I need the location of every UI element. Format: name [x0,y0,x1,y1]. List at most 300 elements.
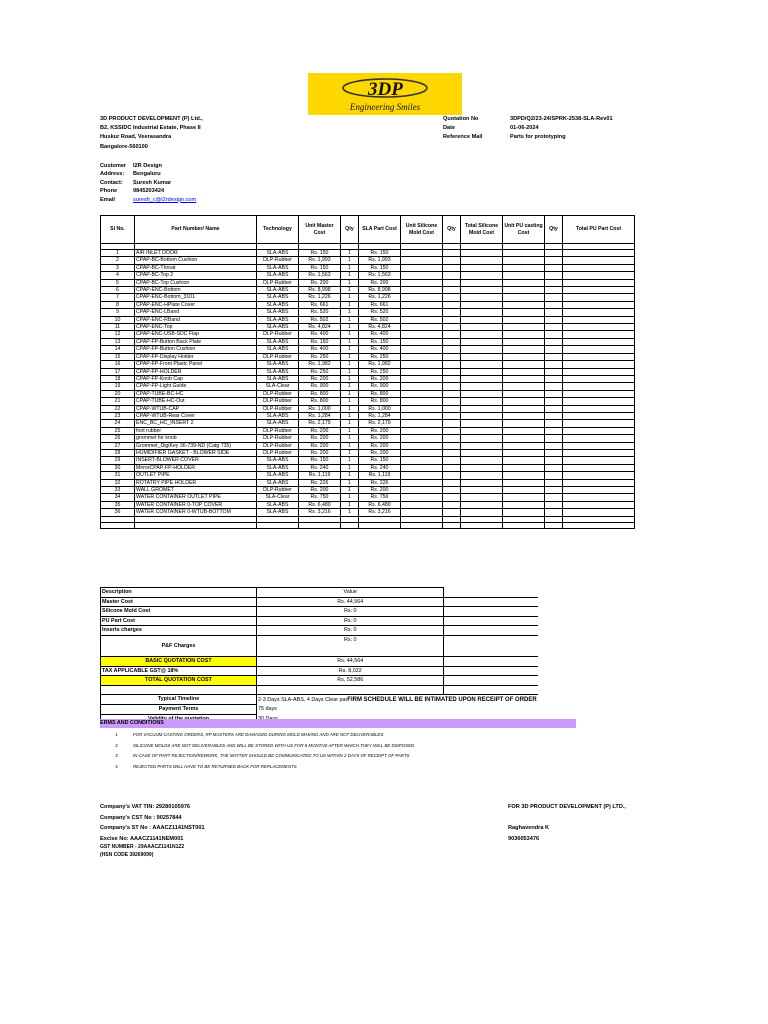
table-cell: Rs. 200 [359,375,401,382]
terms-number: 2 [115,742,118,748]
table-cell: SLA-ABS [257,338,299,345]
table-cell [443,479,461,486]
table-cell: 1 [341,479,359,486]
table-cell [443,390,461,397]
table-row [101,457,635,464]
table-cell [443,250,461,257]
table-row [101,390,635,397]
table-cell [443,264,461,271]
customer-label: Address: [100,171,125,178]
table-row [101,442,635,449]
table-cell: 1 [341,250,359,257]
timeline-value [257,695,538,705]
table-cell: DLP-Rubber [257,435,299,442]
quotation-row [443,124,613,133]
table-cell: Rs. 750 [299,494,341,501]
table-row [101,368,635,375]
table-cell [443,331,461,338]
column-header: Qty [443,216,461,244]
table-row [101,301,635,308]
table-row [101,449,635,456]
table-cell [545,287,563,294]
table-cell: Rs. 400 [299,331,341,338]
table-cell: CPAP-FP-Button Back Plate [135,338,257,345]
table-cell [443,435,461,442]
table-cell [563,361,635,368]
table-cell [461,487,503,494]
table-cell [563,457,635,464]
table-cell: Rs. 226 [359,479,401,486]
table-cell [545,472,563,479]
table-cell [443,427,461,434]
terms-item [100,730,414,741]
table-cell: Rs. 200 [359,449,401,456]
customer-label: Email [100,196,115,203]
table-cell [545,294,563,301]
table-cell: SLA-ABS [257,420,299,427]
table-cell: CPAP-FP-Knob Cap [135,375,257,382]
table-cell: 33 [101,487,135,494]
table-cell [545,435,563,442]
table-cell: Rs. 200 [359,435,401,442]
terms-text: FOR VACUUM CASTING ORDERS, RP MASTERS ARE DAMAGED DURING MOLD MAKING AND ARE NOT DELIVERABLES [133,732,384,737]
table-cell [563,435,635,442]
signature-line [508,813,626,824]
table-cell: DLP-Rubber [257,442,299,449]
table-cell: Rs. 3,216 [299,509,341,516]
table-row [101,353,635,360]
table-cell [563,309,635,316]
table-cell [563,449,635,456]
table-cell [545,272,563,279]
table-cell: Rs. 8,998 [299,287,341,294]
table-cell: Rs. 800 [359,390,401,397]
table-cell [461,412,503,419]
table-cell [503,472,545,479]
table-cell: 8 [101,301,135,308]
table-cell: Rs. 200 [299,442,341,449]
table-cell [401,494,443,501]
table-cell: 1 [341,501,359,508]
table-cell: 12 [101,331,135,338]
table-cell [545,250,563,257]
customer-value: Suresh Kumar [133,179,172,186]
table-cell [545,301,563,308]
table-cell [563,375,635,382]
table-cell: CPAP-ENC-HPlate Cover [135,301,257,308]
table-cell [443,487,461,494]
terms-item [100,751,414,762]
table-cell [401,457,443,464]
table-cell: 1 [341,472,359,479]
table-row [101,435,635,442]
table-cell: Rs. 4,824 [359,324,401,331]
table-cell [503,264,545,271]
quotation-row [443,115,613,124]
table-cell [461,509,503,516]
table-cell [563,383,635,390]
table-cell: Rs. 1,226 [359,294,401,301]
table-cell: SLA-ABS [257,501,299,508]
table-cell: 1 [341,272,359,279]
table-cell: 1 [341,509,359,516]
timeline-label: Typical Timeline [101,695,257,705]
table-cell [401,464,443,471]
table-cell [461,494,503,501]
table-cell: 1 [341,427,359,434]
table-cell [401,309,443,316]
table-cell: CPAP-ENC-Bottom_3101 [135,294,257,301]
table-cell: 16 [101,361,135,368]
table-cell: Rs. 1,000 [359,405,401,412]
quotation-label: Date [443,125,456,132]
table-cell [545,279,563,286]
table-cell [461,368,503,375]
column-header: Total Silicone Mold Cost [461,216,503,244]
table-cell: Rs. 400 [299,346,341,353]
table-cell [503,375,545,382]
table-cell: Rs. 250 [359,368,401,375]
table-cell [503,435,545,442]
table-cell [503,479,545,486]
summary-value-header: Value [257,588,444,598]
table-cell: Rs. 200 [299,427,341,434]
table-cell [545,494,563,501]
company-tax-info [100,802,205,859]
table-cell [401,257,443,264]
table-cell [443,294,461,301]
email-link[interactable]: suresh_c@i2rdesign.com [133,196,197,203]
table-cell: 1 [341,257,359,264]
table-cell: DLP-Rubber [257,398,299,405]
table-cell: CPAP-BC-Top 2 [135,272,257,279]
table-cell [545,368,563,375]
terms-list [100,730,414,772]
table-cell: Rs. 1,563 [299,272,341,279]
table-row [101,420,635,427]
table-cell [443,309,461,316]
payment-value: 75 days [258,705,277,712]
table-cell [545,361,563,368]
table-cell: Rs. 150 [359,338,401,345]
table-cell: Rs. 502 [299,316,341,323]
table-cell: Rs. 1,563 [359,272,401,279]
table-cell: SLA-Clear [257,383,299,390]
table-cell [563,427,635,434]
column-header: Total PU Part Cost [563,216,635,244]
table-cell [545,479,563,486]
table-cell [401,383,443,390]
table-cell [461,501,503,508]
table-cell: CPAP-ENC-RBand [135,316,257,323]
table-cell: CPAP-TUBE-HC-Out [135,398,257,405]
table-cell [563,279,635,286]
pu-cost-value: Rs. 0 [257,616,444,626]
table-cell: SLA-ABS [257,375,299,382]
table-cell: Rs. 200 [299,435,341,442]
table-cell: 1 [101,250,135,257]
table-cell: Rs. 661 [299,301,341,308]
customer-label: Contact: [100,179,123,186]
quotation-value: Parts for prototyping [510,134,566,141]
table-cell [401,368,443,375]
table-cell [401,420,443,427]
table-cell [461,427,503,434]
table-cell: Rs. 1,119 [359,472,401,479]
table-cell: Rs. 150 [359,264,401,271]
table-row [101,294,635,301]
table-cell [401,279,443,286]
quotation-info [443,115,613,143]
table-cell: ROTATRY PIPE HOLDER [135,479,257,486]
table-cell [503,420,545,427]
table-cell [401,301,443,308]
table-cell [401,390,443,397]
table-cell [401,442,443,449]
column-header: Technology [257,216,299,244]
quotation-value: 01-06-2024 [510,125,539,132]
tax-info-line: Company's CST No : 90257844 [100,814,182,821]
table-cell: SLA-ABS [257,361,299,368]
table-cell: 35 [101,501,135,508]
table-cell [443,449,461,456]
table-cell: 1 [341,331,359,338]
table-cell [461,375,503,382]
table-cell: Rs. 6,480 [359,501,401,508]
table-cell [563,301,635,308]
table-cell: 1 [341,449,359,456]
table-cell: Rs. 520 [359,309,401,316]
customer-row [100,170,196,178]
table-cell [503,353,545,360]
table-cell [563,272,635,279]
table-cell [401,412,443,419]
column-header: Sl No. [101,216,135,244]
table-cell: Rs. 200 [359,427,401,434]
table-cell [401,353,443,360]
table-cell [503,346,545,353]
table-cell: 19 [101,383,135,390]
table-cell [503,368,545,375]
table-cell: CPAP-BC-Throat [135,264,257,271]
table-cell [401,272,443,279]
table-cell [461,449,503,456]
table-cell: Rs. 150 [299,338,341,345]
table-cell [461,472,503,479]
table-row [101,264,635,271]
table-cell [443,383,461,390]
table-cell [443,405,461,412]
pu-cost-label: PU Part Cost [101,616,257,626]
customer-label: Customer [100,163,127,169]
table-cell [503,509,545,516]
terms-number: 4 [115,763,118,769]
table-cell [545,375,563,382]
table-row [101,338,635,345]
table-cell: SLA-ABS [257,472,299,479]
table-cell [461,479,503,486]
quotation-row [443,133,613,142]
table-cell: 1 [341,316,359,323]
table-cell: 1 [341,338,359,345]
table-cell: Rs. 1,000 [299,405,341,412]
table-cell: 1 [341,301,359,308]
table-row [101,398,635,405]
table-row [101,257,635,264]
silicone-cost-value: Rs. 0 [257,607,444,617]
table-cell: Rs. 750 [359,494,401,501]
table-cell [503,361,545,368]
table-cell [503,279,545,286]
table-cell: Rs. 200 [359,442,401,449]
table-cell: WATER CONTAINER 0-WTUB-BOTTOM [135,509,257,516]
table-cell: 1 [341,279,359,286]
table-cell [563,509,635,516]
table-cell [401,250,443,257]
table-cell [503,316,545,323]
table-cell [563,442,635,449]
table-cell [545,309,563,316]
table-cell: Rs. 1,993 [359,257,401,264]
table-cell: CPAP-TUBE-BC-HC [135,390,257,397]
table-cell [503,412,545,419]
table-cell: 1 [341,442,359,449]
table-cell [545,264,563,271]
table-row [101,375,635,382]
table-cell [503,449,545,456]
table-cell [563,479,635,486]
table-cell: 1 [341,412,359,419]
table-cell: Rs. 3,216 [359,509,401,516]
table-cell: Rs. 200 [359,279,401,286]
table-cell [503,494,545,501]
total-cost-value: Rs. 52,586 [257,676,444,686]
table-cell [563,316,635,323]
table-cell [443,375,461,382]
table-cell [461,316,503,323]
customer-value: 9845203424 [133,188,165,195]
table-cell [461,420,503,427]
table-cell: Rs. 2,179 [299,420,341,427]
table-cell: Rs. 200 [299,449,341,456]
table-cell [443,287,461,294]
table-row [101,494,635,501]
table-cell: 11 [101,324,135,331]
table-cell: OUTLET PIPE [135,472,257,479]
logo-mark-icon [308,73,462,115]
table-cell [461,346,503,353]
table-cell: CPAP-BC-Bottom Cushion [135,257,257,264]
table-cell: 3 [101,264,135,271]
table-cell: 10 [101,316,135,323]
table-cell [401,294,443,301]
table-cell: CPAP-ENC-USB-SDC Flap [135,331,257,338]
table-cell: 1 [341,309,359,316]
summary-table [100,587,538,724]
table-cell: SLA-ABS [257,316,299,323]
table-cell [563,331,635,338]
table-row [101,324,635,331]
silicone-cost-label: Silicone Mold Cost [101,607,257,617]
terms-text: SILICONE MOLDS ARE NOT DELIVERABLES AND WILL BE STORED WITH US FOR 6 MONTHS AFTER WHICH THEY WILL BE DISPOSED [133,742,415,748]
table-cell: Rs. 400 [359,346,401,353]
summary-description-header: Description [101,588,257,598]
table-cell: 1 [341,494,359,501]
table-spacer-row [101,522,635,528]
terms-title: ERMS AND CONDITIONS [100,719,576,728]
inserts-value: Rs. 0 [257,626,444,636]
table-cell: 1 [341,264,359,271]
column-header: Unit PU casting Cost [503,216,545,244]
table-cell [401,324,443,331]
table-row [101,287,635,294]
table-cell [443,494,461,501]
table-cell [545,390,563,397]
table-cell [545,487,563,494]
tax-info-line: GST NUMBER - 29AAACZ1141N1Z2 [100,844,185,850]
table-cell: 24 [101,420,135,427]
table-cell: SLA-ABS [257,412,299,419]
table-cell: DLP-Rubber [257,487,299,494]
company-address [100,115,203,152]
table-row [101,316,635,323]
table-cell: SLA-ABS [257,287,299,294]
table-cell: Rs. 200 [299,487,341,494]
table-cell [401,316,443,323]
table-cell: 1 [341,287,359,294]
timeline-text: 2-3 Days SLA-ABS, 4 Days Clear par [258,696,348,703]
table-row [101,509,635,516]
table-cell [545,420,563,427]
master-cost-value: Rs. 44,564 [257,597,444,607]
table-cell: 32 [101,479,135,486]
table-cell: 26 [101,435,135,442]
table-cell [461,264,503,271]
customer-row [100,196,196,204]
table-row [101,479,635,486]
table-cell: DLP-Rubber [257,331,299,338]
table-cell [461,405,503,412]
table-cell [563,257,635,264]
table-cell [443,457,461,464]
table-cell: SLA-ABS [257,346,299,353]
table-cell: 6 [101,287,135,294]
table-cell: SLA-ABS [257,250,299,257]
table-cell [545,442,563,449]
table-cell: Rs. 1,284 [299,412,341,419]
table-cell: 14 [101,346,135,353]
table-cell: Rs. 400 [359,331,401,338]
table-cell: Rs. 250 [299,353,341,360]
table-cell: 23 [101,412,135,419]
table-cell: 1 [341,368,359,375]
table-cell: WALL GROMET [135,487,257,494]
signature-line: Raghavendra K [508,825,550,831]
table-cell [461,309,503,316]
terms-item [100,741,414,752]
table-cell: SLA-ABS [257,294,299,301]
basic-cost-value: Rs. 44,564 [257,656,444,666]
table-cell: Rs. 800 [359,398,401,405]
table-cell [461,435,503,442]
table-row [101,250,635,257]
table-cell [545,412,563,419]
table-cell [461,257,503,264]
table-cell [545,449,563,456]
table-cell: 21 [101,398,135,405]
pf-value: Rs. 0 [257,635,444,656]
table-cell: 1 [341,353,359,360]
